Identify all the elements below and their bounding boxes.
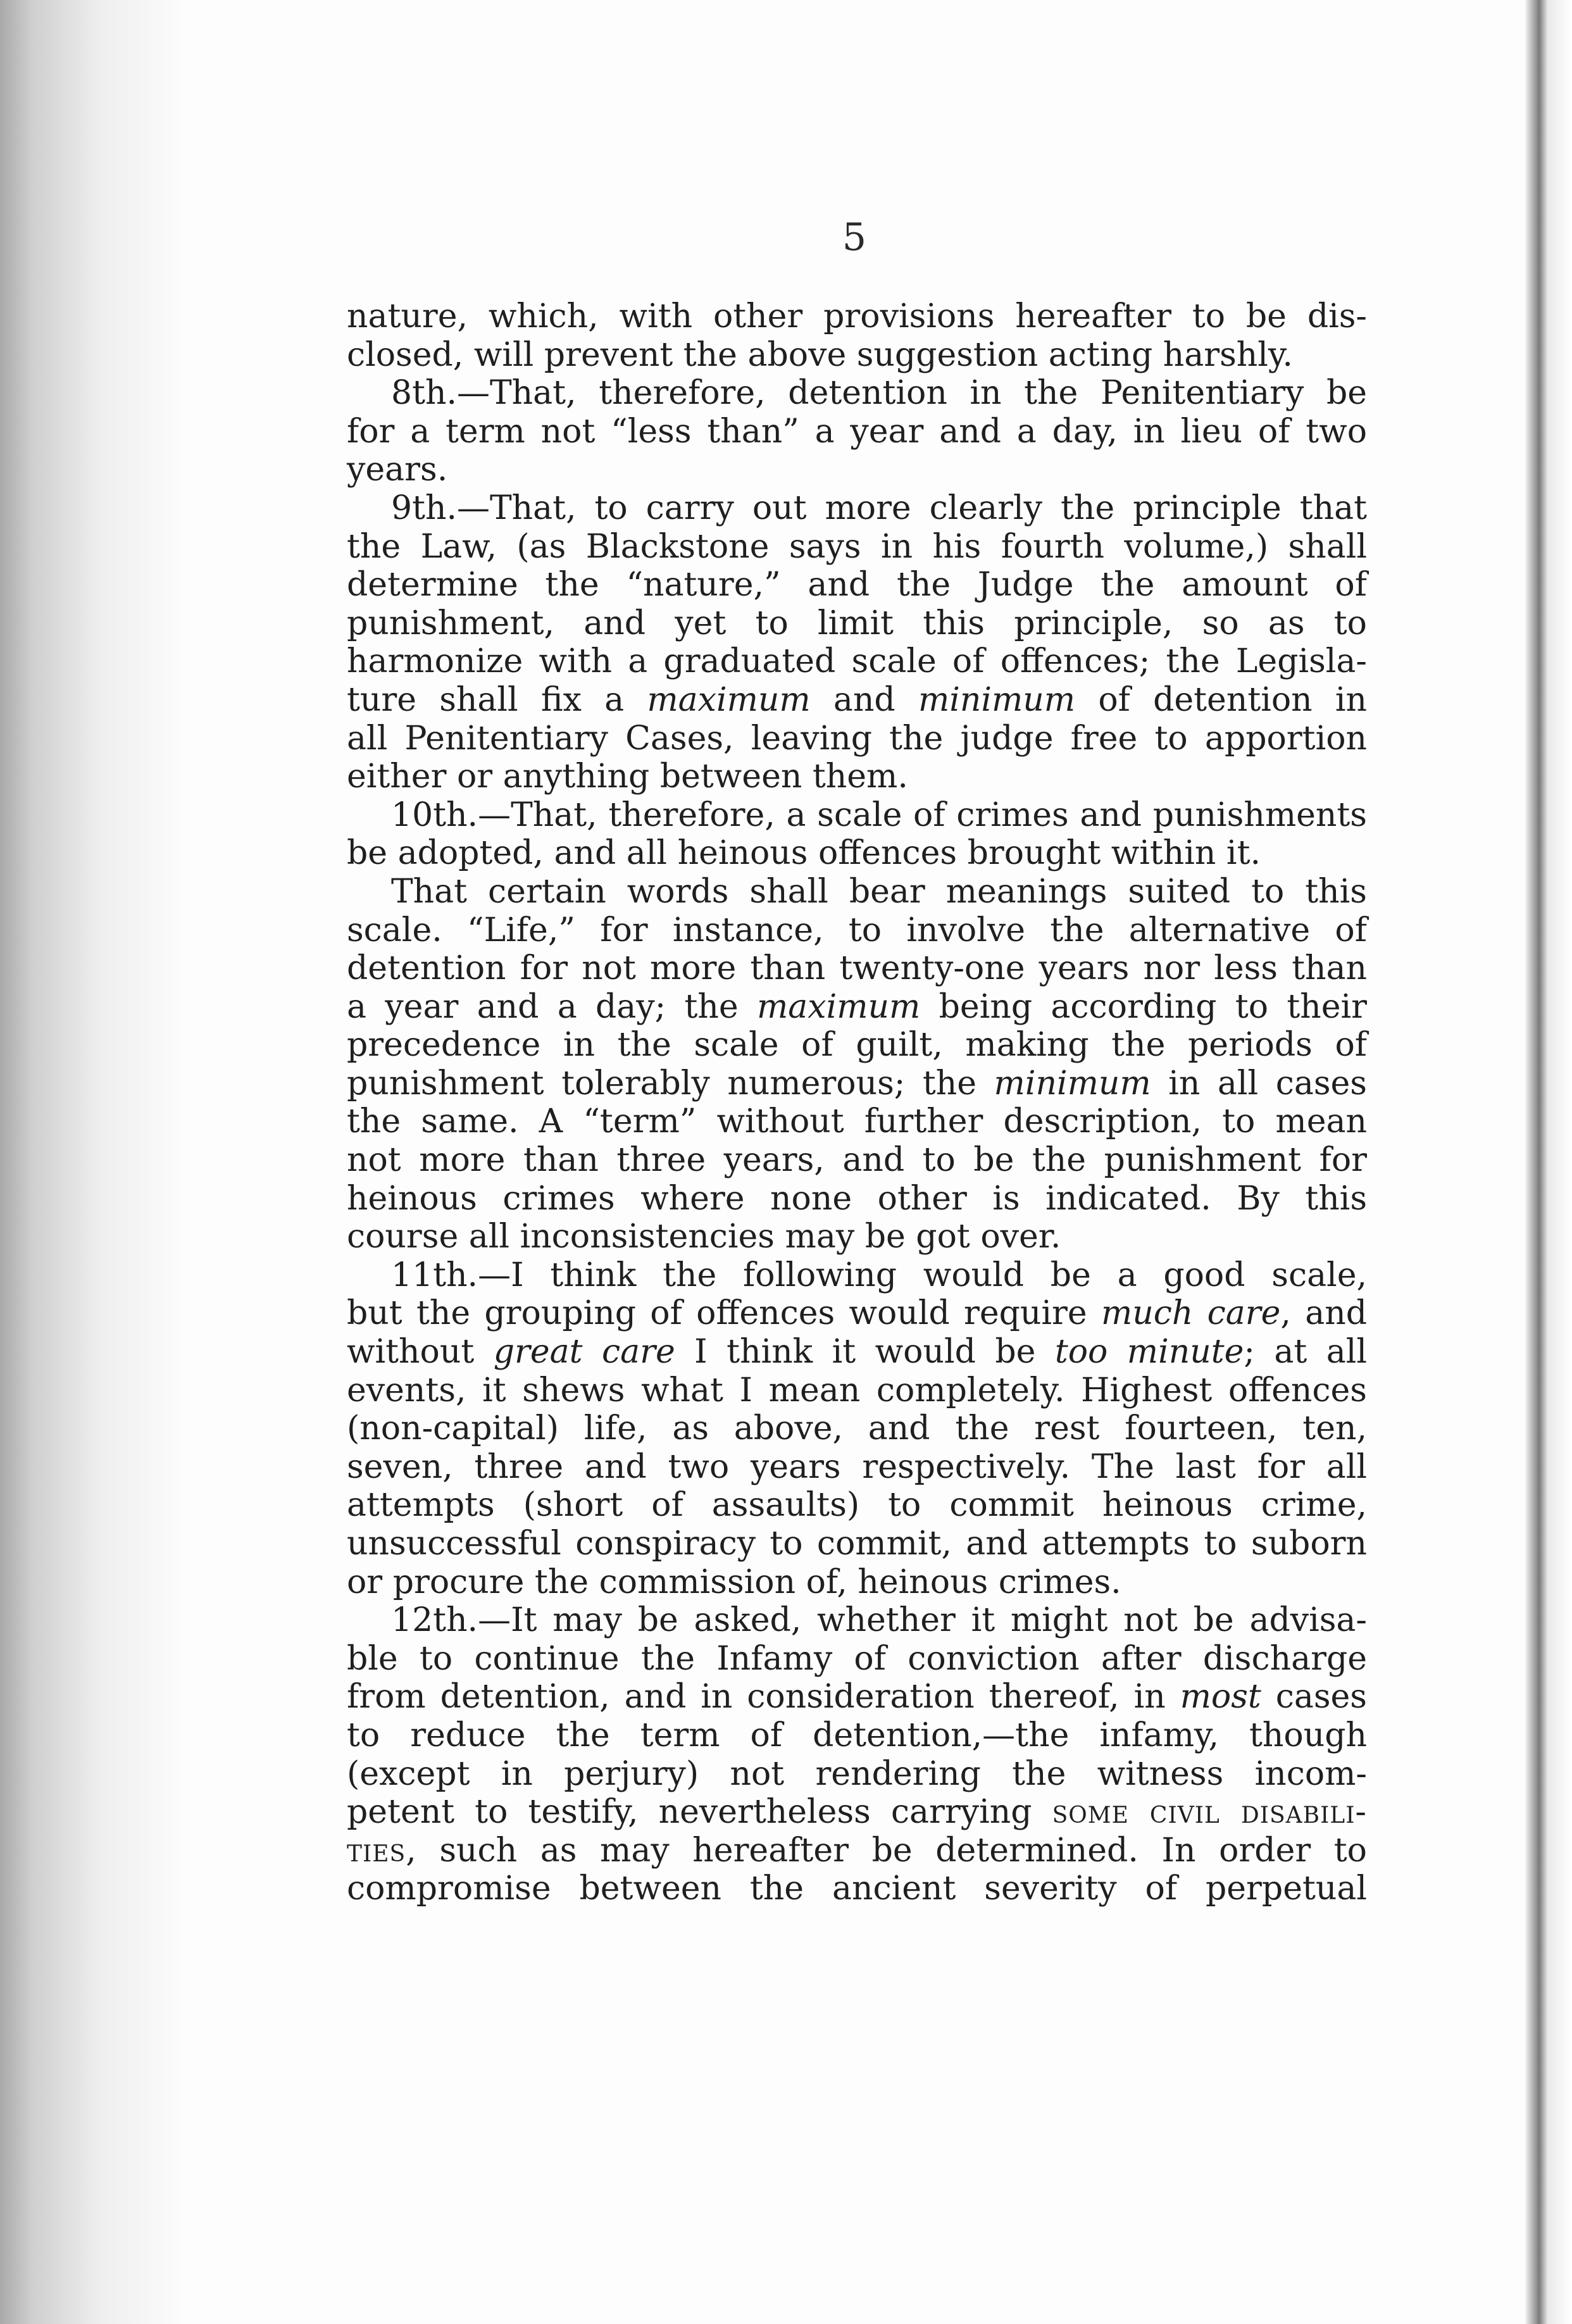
text-line: course all inconsistencies may be got over. (347, 1218, 1061, 1256)
text-segment: maximum (647, 680, 811, 719)
text-segment: I think it would be (675, 1333, 1055, 1371)
text-line: determine the “nature,” and the Judge the amount of (347, 566, 1367, 604)
page-number: 5 (842, 215, 867, 259)
text-segment: maximum (756, 987, 921, 1026)
text-segment: some civil disabili- (1052, 1793, 1367, 1832)
text-segment: great care (493, 1333, 675, 1371)
text-line: 9th.—That, to carry out more clearly the principle that (391, 489, 1367, 527)
page-shadow-left (0, 0, 180, 2324)
text-line: not more than three years, and to be the punishment for (347, 1141, 1367, 1180)
text-line: That certain words shall bear meanings suited to this (391, 872, 1367, 911)
text-segment: of detention in (1075, 680, 1367, 719)
text-segment: from detention, and in consideration thereof, in (347, 1678, 1180, 1716)
text-line: 8th.—That, therefore, detention in the Penitentiary be (391, 374, 1367, 413)
text-line: detention for not more than twenty-one years nor less than (347, 949, 1367, 988)
text-line: or procure the commission of, heinous crimes. (347, 1563, 1121, 1601)
text-line: punishment, and yet to limit this principle, so as to (347, 604, 1367, 642)
text-line (347, 1793, 1367, 1832)
text-line: precedence in the scale of guilt, making the periods of (347, 1026, 1367, 1065)
text-line: seven, three and two years respectively. The last for all (347, 1447, 1367, 1486)
text-line: harmonize with a graduated scale of offences; the Legisla- (347, 642, 1367, 681)
text-line (347, 1832, 1367, 1870)
text-line (347, 1333, 1367, 1371)
text-segment: a year and a day; the (347, 987, 757, 1026)
text-line: heinous crimes where none other is indicated. By this (347, 1179, 1367, 1218)
body-text (347, 297, 1367, 1908)
text-line: compromise between the ancient severity of perpetual (347, 1870, 1367, 1908)
text-segment: being according to their (920, 987, 1367, 1026)
text-segment: and (810, 680, 918, 719)
text-line: unsuccessful conspiracy to commit, and attempts to suborn (347, 1525, 1367, 1563)
text-line (347, 1294, 1367, 1333)
text-line: 10th.—That, therefore, a scale of crimes and punishments (391, 796, 1367, 834)
text-line: years. (347, 451, 448, 489)
text-segment: ; at all (1244, 1333, 1368, 1371)
text-line: 11th.—I think the following would be a good scale, (391, 1256, 1367, 1294)
text-line: attempts (short of assaults) to commit heinous crime, (347, 1486, 1367, 1525)
text-line: nature, which, with other provisions hereafter to be dis- (347, 297, 1367, 335)
text-line: ble to continue the Infamy of conviction after discharge (347, 1639, 1367, 1678)
text-line: events, it shews what I mean completely. Highest offences (347, 1371, 1367, 1409)
text-segment: but the grouping of offences would require (347, 1294, 1101, 1333)
text-line: to reduce the term of detention,—the infamy, though (347, 1716, 1367, 1754)
text-line: for a term not “less than” a year and a day, in lieu of two (347, 412, 1367, 451)
text-segment: in all cases (1151, 1064, 1367, 1103)
text-line: be adopted, and all heinous offences brought within it. (347, 834, 1261, 873)
text-segment: much care (1101, 1294, 1281, 1333)
text-segment: too minute (1054, 1333, 1244, 1371)
text-line: closed, will prevent the above suggestion acting harshly. (347, 335, 1293, 374)
text-segment: minimum (918, 680, 1076, 719)
text-segment: punishment tolerably numerous; the (347, 1064, 994, 1103)
text-line (347, 681, 1367, 720)
text-line: 12th.—It may be asked, whether it might not be advisa- (391, 1601, 1367, 1640)
text-line (347, 1678, 1367, 1716)
text-segment: ture shall fix a (347, 680, 647, 719)
text-line: the same. A “term” without further description, to mean (347, 1103, 1367, 1141)
text-segment: without (347, 1333, 494, 1371)
text-line: the Law, (as Blackstone says in his fourth volume,) shall (347, 527, 1367, 566)
text-segment: minimum (994, 1064, 1151, 1103)
text-line (347, 1065, 1367, 1103)
text-segment: cases (1261, 1678, 1367, 1716)
text-line: either or anything between them. (347, 758, 908, 796)
text-line: all Penitentiary Cases, leaving the judge free to apportion (347, 719, 1367, 758)
text-segment: ties (347, 1831, 406, 1870)
text-line: (except in perjury) not rendering the witness incom- (347, 1754, 1367, 1793)
page-edge-right (1525, 0, 1572, 2324)
text-segment: most (1180, 1678, 1261, 1716)
text-segment: petent to testify, nevertheless carrying (347, 1793, 1052, 1832)
text-line (347, 988, 1367, 1027)
text-line: scale. “Life,” for instance, to involve the alternative of (347, 911, 1367, 949)
text-line: (non-capital) life, as above, and the rest fourteen, ten, (347, 1409, 1367, 1448)
text-segment: , such as may hereafter be determined. In order to (406, 1831, 1367, 1870)
text-segment: , and (1280, 1294, 1368, 1333)
